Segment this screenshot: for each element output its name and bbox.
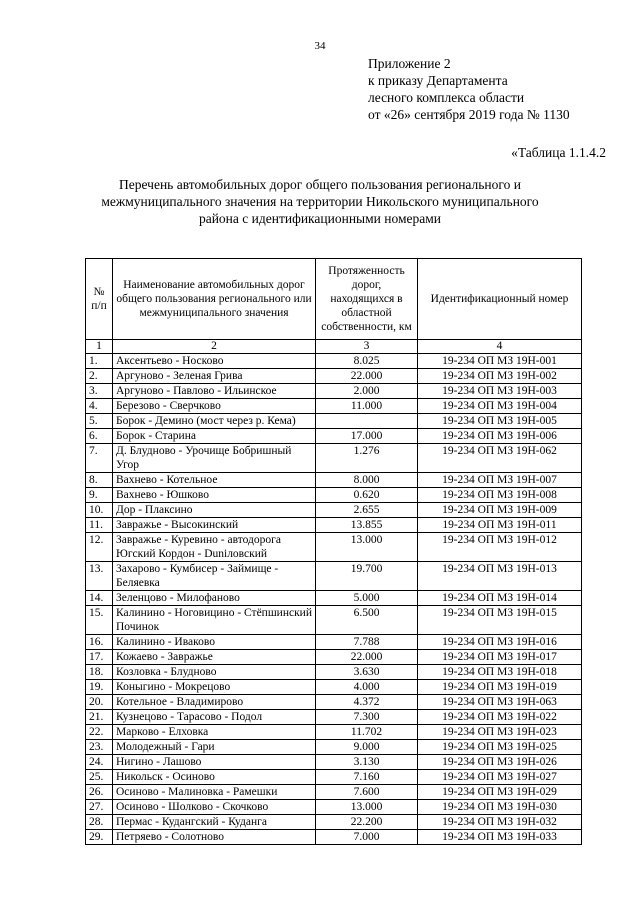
road-name: Нигино - Лашово (113, 755, 316, 770)
table-row (86, 591, 582, 606)
road-id: 19-234 ОП МЗ 19Н-006 (418, 429, 582, 444)
road-id: 19-234 ОП МЗ 19Н-016 (418, 635, 582, 650)
road-length: 19.700 (316, 562, 418, 591)
road-length: 9.000 (316, 740, 418, 755)
row-number: 13. (86, 562, 113, 591)
appendix-line-3: лесного комплекса области (368, 90, 525, 105)
row-number: 12. (86, 533, 113, 562)
row-number: 29. (86, 830, 113, 845)
road-name: Аргуново - Зеленая Грива (113, 369, 316, 384)
road-length: 1.276 (316, 444, 418, 473)
page-number: 34 (314, 40, 326, 52)
row-number: 14. (86, 591, 113, 606)
road-length: 2.655 (316, 503, 418, 518)
road-length: 7.000 (316, 830, 418, 845)
road-name: Завражье - Куревино - автодорога Югский Кордон - Duniловский (113, 533, 316, 562)
table-row (86, 710, 582, 725)
road-name: Борок - Демино (мост через р. Кема) (113, 414, 316, 429)
title-line-3: района с идентификационными номерами (198, 211, 442, 226)
road-id: 19-234 ОП МЗ 19Н-062 (418, 444, 582, 473)
header-no: № п/п (86, 259, 113, 340)
row-number: 18. (86, 665, 113, 680)
road-id: 19-234 ОП МЗ 19Н-004 (418, 399, 582, 414)
road-name: Завражье - Высокинский (113, 518, 316, 533)
road-length: 22.000 (316, 650, 418, 665)
road-length: 8.000 (316, 473, 418, 488)
road-length: 3.130 (316, 755, 418, 770)
road-length: 0.620 (316, 488, 418, 503)
road-id: 19-234 ОП МЗ 19Н-023 (418, 725, 582, 740)
road-id: 19-234 ОП МЗ 19Н-011 (418, 518, 582, 533)
road-name: Вахнево - Котельное (113, 473, 316, 488)
road-length: 7.788 (316, 635, 418, 650)
road-id: 19-234 ОП МЗ 19Н-022 (418, 710, 582, 725)
appendix-line-2: к приказу Департамента (368, 73, 508, 88)
row-number: 15. (86, 606, 113, 635)
table-row (86, 473, 582, 488)
column-number: 3 (316, 340, 418, 354)
table-row (86, 429, 582, 444)
roads-table-body (86, 340, 582, 845)
table-row (86, 650, 582, 665)
road-length: 13.000 (316, 533, 418, 562)
row-number: 1. (86, 354, 113, 369)
road-name: Пермас - Кудангский - Куданга (113, 815, 316, 830)
road-id: 19-234 ОП МЗ 19Н-009 (418, 503, 582, 518)
table-row (86, 695, 582, 710)
road-id: 19-234 ОП МЗ 19Н-002 (418, 369, 582, 384)
road-id: 19-234 ОП МЗ 19Н-005 (418, 414, 582, 429)
table-row (86, 562, 582, 591)
row-number: 8. (86, 473, 113, 488)
road-id: 19-234 ОП МЗ 19Н-007 (418, 473, 582, 488)
table-row (86, 354, 582, 369)
column-number: 4 (418, 340, 582, 354)
road-length: 4.000 (316, 680, 418, 695)
road-name: Аргуново - Павлово - Ильинское (113, 384, 316, 399)
road-id: 19-234 ОП МЗ 19Н-030 (418, 800, 582, 815)
table-row (86, 785, 582, 800)
table-row (86, 725, 582, 740)
road-length: 13.855 (316, 518, 418, 533)
road-length: 22.000 (316, 369, 418, 384)
road-length: 4.372 (316, 695, 418, 710)
document-title (80, 176, 560, 227)
header-name: Наименование автомобильных дорог общего пользования регионального или межмуниципального значения (113, 259, 316, 340)
road-name: Дор - Плаксино (113, 503, 316, 518)
road-id: 19-234 ОП МЗ 19Н-017 (418, 650, 582, 665)
road-name: Молодежный - Гари (113, 740, 316, 755)
road-length (316, 414, 418, 429)
row-number: 27. (86, 800, 113, 815)
row-number: 9. (86, 488, 113, 503)
road-id: 19-234 ОП МЗ 19Н-012 (418, 533, 582, 562)
roads-table (85, 258, 582, 845)
road-length: 6.500 (316, 606, 418, 635)
road-name: Березово - Сверчково (113, 399, 316, 414)
row-number: 28. (86, 815, 113, 830)
table-reference: «Таблица 1.1.4.2 (511, 145, 606, 160)
road-id: 19-234 ОП МЗ 19Н-029 (418, 785, 582, 800)
road-id: 19-234 ОП МЗ 19Н-013 (418, 562, 582, 591)
appendix-block (368, 55, 570, 123)
header-row (86, 259, 582, 340)
road-id: 19-234 ОП МЗ 19Н-008 (418, 488, 582, 503)
row-number: 4. (86, 399, 113, 414)
title-line-1: Перечень автомобильных дорог общего пользования регионального и (119, 177, 521, 192)
road-name: Петряево - Солотново (113, 830, 316, 845)
table-row (86, 369, 582, 384)
row-number: 25. (86, 770, 113, 785)
road-name: Калинино - Иваково (113, 635, 316, 650)
table-row (86, 503, 582, 518)
road-name: Осиново - Шолково - Скочково (113, 800, 316, 815)
road-id: 19-234 ОП МЗ 19Н-032 (418, 815, 582, 830)
column-number: 1 (86, 340, 113, 354)
appendix-line-4: от «26» сентября 2019 года № 1130 (368, 107, 570, 122)
table-row (86, 444, 582, 473)
road-name: Д. Блудново - Урочище Бобришный Угор (113, 444, 316, 473)
row-number: 2. (86, 369, 113, 384)
road-name: Вахнево - Юшково (113, 488, 316, 503)
table-row (86, 606, 582, 635)
row-number: 11. (86, 518, 113, 533)
table-row (86, 635, 582, 650)
header-length: Протяженность дорог, находящихся в областной собственности, км (316, 259, 418, 340)
road-length: 13.000 (316, 800, 418, 815)
table-row (86, 533, 582, 562)
road-name: Марково - Елховка (113, 725, 316, 740)
road-id: 19-234 ОП МЗ 19Н-014 (418, 591, 582, 606)
row-number: 21. (86, 710, 113, 725)
road-id: 19-234 ОП МЗ 19Н-015 (418, 606, 582, 635)
road-length: 8.025 (316, 354, 418, 369)
road-length: 3.630 (316, 665, 418, 680)
road-id: 19-234 ОП МЗ 19Н-025 (418, 740, 582, 755)
table-row (86, 518, 582, 533)
column-number: 2 (113, 340, 316, 354)
table-row (86, 384, 582, 399)
row-number: 19. (86, 680, 113, 695)
road-name: Козловка - Блудново (113, 665, 316, 680)
title-line-2: межмуниципального значения на территории Никольского муниципального (101, 194, 539, 209)
road-name: Коныгино - Мокрецово (113, 680, 316, 695)
road-length: 11.702 (316, 725, 418, 740)
row-number: 10. (86, 503, 113, 518)
road-length: 7.300 (316, 710, 418, 725)
table-row (86, 800, 582, 815)
road-length: 17.000 (316, 429, 418, 444)
row-number: 16. (86, 635, 113, 650)
road-name: Зеленцово - Милофаново (113, 591, 316, 606)
road-name: Никольск - Осиново (113, 770, 316, 785)
road-length: 2.000 (316, 384, 418, 399)
road-name: Захарово - Кумбисер - Займище - Беляевка (113, 562, 316, 591)
road-name: Кожаево - Завражье (113, 650, 316, 665)
road-length: 11.000 (316, 399, 418, 414)
road-length: 22.200 (316, 815, 418, 830)
road-id: 19-234 ОП МЗ 19Н-001 (418, 354, 582, 369)
row-number: 24. (86, 755, 113, 770)
road-id: 19-234 ОП МЗ 19Н-003 (418, 384, 582, 399)
table-row (86, 399, 582, 414)
table-row (86, 488, 582, 503)
row-number: 7. (86, 444, 113, 473)
header-id: Идентификационный номер (418, 259, 582, 340)
row-number: 23. (86, 740, 113, 755)
road-length: 7.600 (316, 785, 418, 800)
road-name: Кузнецово - Тарасово - Подол (113, 710, 316, 725)
row-number: 20. (86, 695, 113, 710)
road-id: 19-234 ОП МЗ 19Н-018 (418, 665, 582, 680)
road-id: 19-234 ОП МЗ 19Н-033 (418, 830, 582, 845)
road-name: Осиново - Малиновка - Рамешки (113, 785, 316, 800)
row-number: 6. (86, 429, 113, 444)
road-length: 5.000 (316, 591, 418, 606)
road-name: Калинино - Ноговицино - Стёпшинский Починок (113, 606, 316, 635)
road-name: Борок - Старина (113, 429, 316, 444)
road-id: 19-234 ОП МЗ 19Н-063 (418, 695, 582, 710)
road-id: 19-234 ОП МЗ 19Н-026 (418, 755, 582, 770)
table-row (86, 740, 582, 755)
road-name: Аксентьево - Носково (113, 354, 316, 369)
row-number: 17. (86, 650, 113, 665)
road-id: 19-234 ОП МЗ 19Н-027 (418, 770, 582, 785)
row-number: 3. (86, 384, 113, 399)
road-id: 19-234 ОП МЗ 19Н-019 (418, 680, 582, 695)
row-number: 5. (86, 414, 113, 429)
road-length: 7.160 (316, 770, 418, 785)
table-row (86, 680, 582, 695)
column-number-row (86, 340, 582, 354)
appendix-line-1: Приложение 2 (368, 56, 451, 71)
row-number: 22. (86, 725, 113, 740)
table-row (86, 815, 582, 830)
table-row (86, 755, 582, 770)
table-row (86, 414, 582, 429)
road-name: Котельное - Владимирово (113, 695, 316, 710)
table-row (86, 830, 582, 845)
table-row (86, 770, 582, 785)
table-row (86, 665, 582, 680)
row-number: 26. (86, 785, 113, 800)
